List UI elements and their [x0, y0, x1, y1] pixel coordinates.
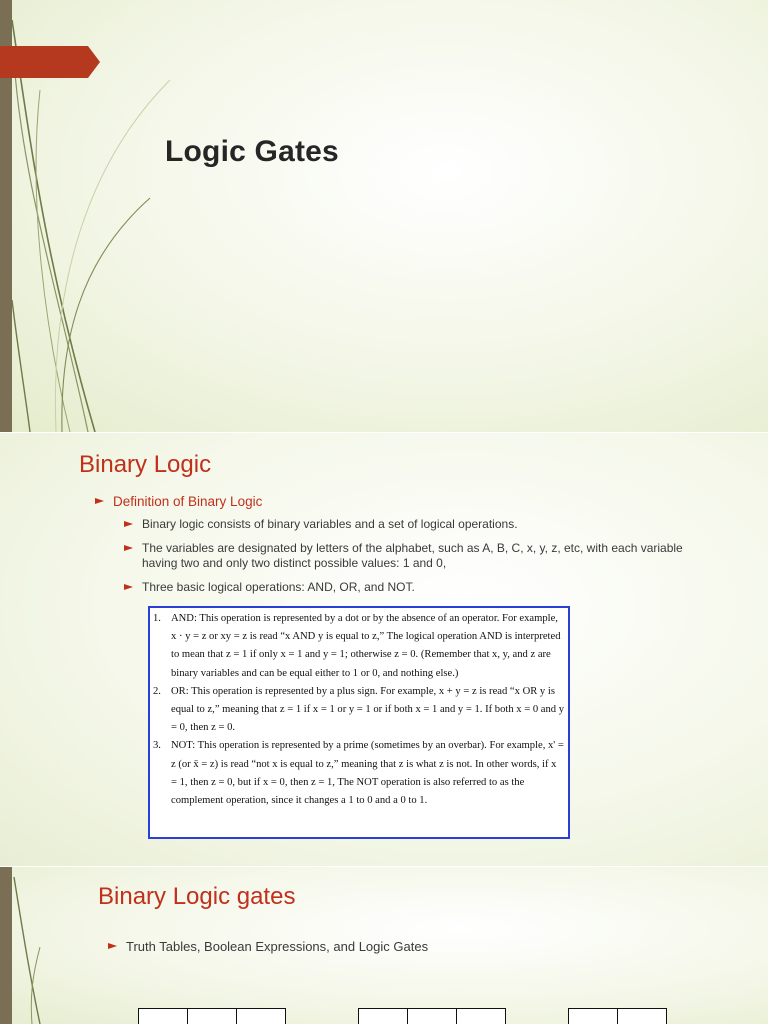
truth-table-or — [358, 1008, 506, 1024]
table-cell — [408, 1009, 457, 1024]
title-slide — [0, 0, 768, 432]
definition-text: AND: This operation is represented by a dot or by the absence of an operator. For example, x · y = z or xy = z is read “x AND y is equal to z,” The logical operation AND is interpreted to mean that z = 1 if only x = 1 and y = 1; otherwise z = 0. (Remember that x, y, and z are binary variables and can be equal either to 1 or 0, and nothing else.) — [171, 613, 561, 679]
truth-table-not — [568, 1008, 667, 1024]
table-cell — [237, 1009, 286, 1024]
definition-number: 3. — [153, 740, 161, 752]
definition-and — [153, 610, 564, 683]
table-cell — [359, 1009, 408, 1024]
definition-text: NOT: This operation is represented by a prime (sometimes by an overbar). For example, x' = z (or x̄ = z) is read “not x is equal to z,” meaning that z is what z is not. In other words, if x = 1, then z = 0, but if x = 0, then z = 1, The NOT operation is also referred to as the complement operation, since it changes a 1 to 0 and a 0 to 1. — [171, 740, 564, 807]
sub-bullet-text: Three basic logical operations: AND, OR, and NOT. — [142, 580, 415, 594]
bullet-text: Truth Tables, Boolean Expressions, and Logic Gates — [126, 939, 429, 954]
sub-bullet — [124, 541, 684, 571]
table-cell — [139, 1009, 188, 1024]
sub-bullet-text: Binary logic consists of binary variables and a set of logical operations. — [142, 517, 518, 531]
definition-number: 2. — [153, 685, 161, 697]
bullet-definition — [95, 494, 262, 509]
table-cell — [569, 1009, 618, 1024]
sub-bullet-text: The variables are designated by letters of the alphabet, such as A, B, C, x, y, z, etc, with each variable having two and only two distinct possible values: 1 and 0, — [142, 541, 683, 570]
truth-table-and — [138, 1008, 286, 1024]
definition-text: OR: This operation is represented by a plus sign. For example, x + y = z is read “x OR y is equal to z,” meaning that z = 1 if x = 1 or y = 1 or if both x = 1 and y = 1. If both x = 0 and y = 0, then z = 0. — [171, 685, 565, 734]
title-arrow-accent — [0, 46, 100, 78]
slide-title: Logic Gates — [165, 135, 339, 168]
bullet-truth-tables — [108, 939, 428, 954]
arrow-bullet-icon — [124, 584, 133, 590]
definition-number: 1. — [153, 613, 161, 624]
arrow-bullet-icon — [95, 498, 104, 504]
bullet-text: Definition of Binary Logic — [113, 494, 263, 509]
table-cell — [188, 1009, 237, 1024]
side-bar — [0, 867, 12, 1024]
arrow-bullet-icon — [124, 521, 133, 527]
table-cell — [618, 1009, 667, 1024]
definitions-box — [148, 606, 570, 839]
arrow-bullet-icon — [124, 545, 133, 551]
slide-title: Binary Logic — [79, 451, 212, 478]
definition-not — [153, 737, 564, 810]
arrow-bullet-icon — [108, 943, 117, 949]
sub-bullet — [124, 517, 684, 532]
definition-or — [153, 683, 564, 738]
binary-logic-gates-slide — [0, 867, 768, 1024]
slide-title: Binary Logic gates — [98, 883, 296, 910]
binary-logic-slide — [0, 433, 768, 866]
table-cell — [457, 1009, 506, 1024]
sub-bullet — [124, 580, 684, 595]
